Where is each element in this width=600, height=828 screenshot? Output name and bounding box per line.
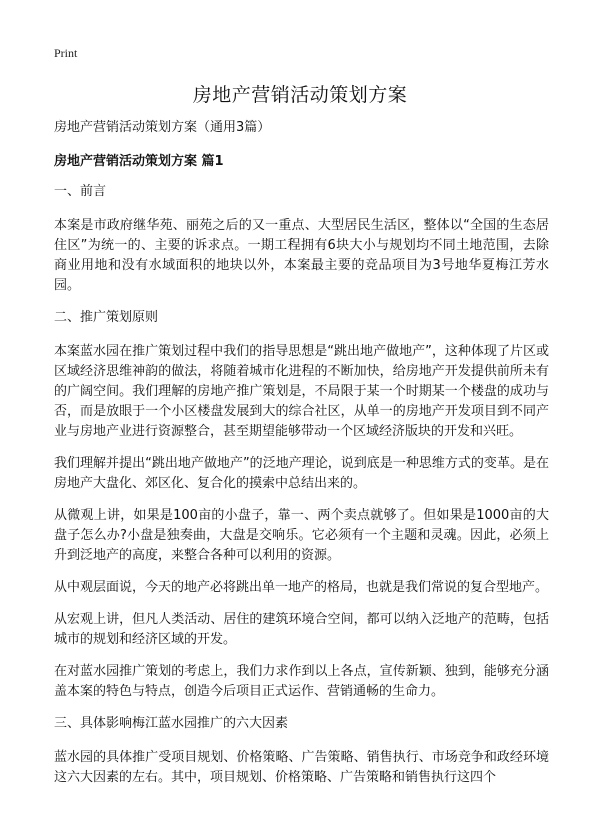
section-heading-factors: 三、具体影响梅江蓝水园推广的六大因素 [54, 716, 289, 731]
paragraph: 本案是市政府继华苑、丽苑之后的又一重点、大型居民生活区，整体以“全国的生态居住区”为统一的、主要的诉求点。一期工程拥有6块大小与规划均不同土地范围，去除商业用地和没有水域面积的地块以外，本案最主要的竞品项目为3号地华夏梅江芳水园。 [54, 218, 549, 293]
section-heading-preface: 一、前言 [54, 184, 107, 199]
document-body [54, 118, 549, 800]
document-title: 房地产营销活动策划方案 [192, 84, 408, 106]
section-heading-principles: 二、推广策划原则 [54, 310, 159, 325]
paragraph: 我们理解并提出“跳出地产做地产”的泛地产理论，说到底是一种思维方式的变革。是在房地产大盘化、郊区化、复合化的摸索中总结出来的。 [54, 456, 549, 491]
paragraph: 蓝水园的具体推广受项目规划、价格策略、广告策略、销售执行、市场竞争和政经环境这六大因素的左右。其中，项目规划、价格策略、广告策略和销售执行这四个 [54, 750, 549, 785]
paragraph: 从宏观上讲，但凡人类活动、居住的建筑环境合空间，都可以纳入泛地产的范畴，包括城市的规划和经济区域的开发。 [54, 612, 549, 647]
piece-heading: 房地产营销活动策划方案 篇1 [54, 154, 224, 169]
paragraph: 从微观上讲，如果是100亩的小盘子，靠一、两个卖点就够了。但如果是1000亩的大盘子怎么办?小盘是独奏曲，大盘是交响乐。它必须有一个主题和灵魂。因此，必须上升到泛地产的高度，来整合各种可以利用的资源。 [54, 508, 549, 563]
document-subtitle: 房地产营销活动策划方案（通用3篇） [54, 120, 271, 135]
paragraph: 本案蓝水园在推广策划过程中我们的指导思想是“跳出地产做地产”，这种体现了片区或区域经济思维神韵的做法，将随着城市化进程的不断加快，给房地产开发提供前所未有的广阔空间。我们理解的房地产推广策划是，不局限于某一个时期某一个楼盘的成功与否，而是放眼于一个小区楼盘发展到大的综合社区，从单一的房地产开发项目到不同产业与房地产业进行资源整合，甚至期望能够带动一个区域经济版块的开发和兴旺。 [54, 344, 549, 439]
paragraph: 在对蓝水园推广策划的考虑上，我们力求作到以上各点，宣传新颖、独到，能够充分涵盖本案的特色与特点，创造今后项目正式运作、营销通畅的生命力。 [54, 664, 549, 699]
print-link[interactable]: Print [54, 46, 78, 60]
paragraph: 从中观层面说，今天的地产必将跳出单一地产的格局，也就是我们常说的复合型地产。 [54, 580, 549, 595]
